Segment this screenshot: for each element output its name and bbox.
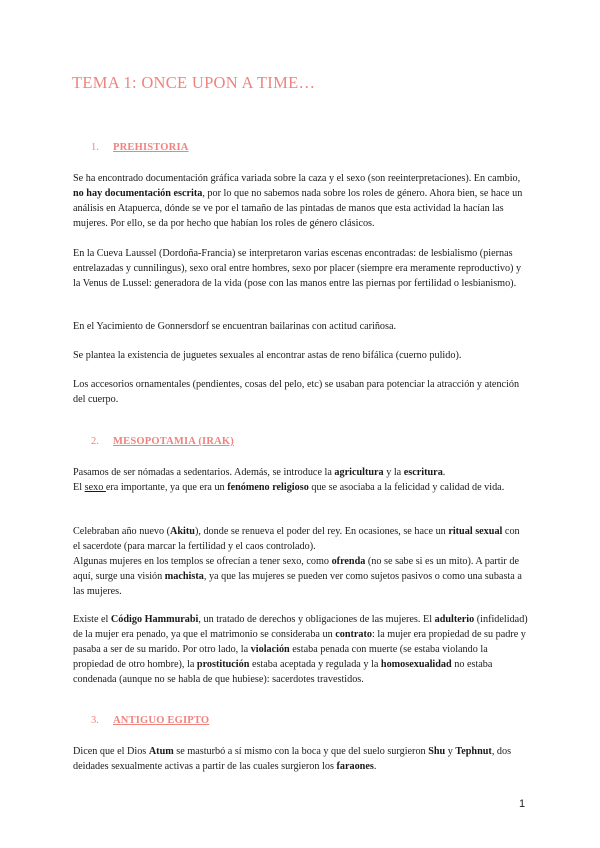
paragraph: En la Cueva Laussel (Dordoña-Francia) se interpretaron varias escenas encontradas: de lesbialismo (piernas entrelazadas y cunnilingus), sexo oral entre hombres, sexo por placer (siempre era meramente reproductivo) y la Venus de Lussel: generadora de la vida (pose con las manos entre las piernas por fertilidad o lesbianismo). [73, 248, 522, 289]
section-number: 3. [91, 715, 99, 726]
section-title: PREHISTORIA [113, 142, 189, 153]
paragraph: Se ha encontrado documentación gráfica variada sobre la caza y el sexo (son reeinterpretaciones). En cambio, no hay documentación escrita, por lo que no sabemos nada sobre los roles de género. Ahora bien, se hace un análisis en Atapuerca, dónde se ve por el tamaño de las pintadas de manos que esta actividad la hacían las mujeres. Por ello, se da por hecho que habían los roles de género clásicos. [73, 173, 523, 229]
section-number: 2. [91, 436, 99, 447]
section-heading-prehistoria [91, 142, 189, 153]
section-number: 1. [91, 142, 99, 153]
paragraph: Se plantea la existencia de juguetes sexuales al encontrar astas de reno bifálica (cuerno pulido). [73, 350, 462, 361]
page-number: 1 [519, 798, 526, 810]
paragraph: Existe el Código Hammurabi, un tratado de derechos y obligaciones de las mujeres. El adulterio (infidelidad) de la mujer era penado, ya que el matrimonio se consideraba un contrato: la mujer era propiedad de su padre y pasaba a ser de su marido. Por otro lado, la violación estaba penada con muerte (se estaba violando la propiedad de otro hombre), la prostitución estaba aceptada y regulada y la homosexualidad no estaba condenada (aunque no se habla de que hubiese): sacerdotes travestidos. [73, 614, 528, 685]
section-heading-egipto [91, 715, 209, 726]
paragraph: Celebraban año nuevo (Akitu), donde se renueva el poder del rey. En ocasiones, se hace un ritual sexual con el sacerdote (para marcar la fertilidad y el caos controlado). Algunas mujeres en los templos se ofrecían a tener sexo, como ofrenda (no se sabe si es un mito). A partir de aquí, surge una visión machista, ya que las mujeres se pueden ver como sujetos pasivos o como una subasta a las mujeres. [73, 526, 522, 597]
document-title: TEMA 1: ONCE UPON A TIME… [72, 73, 316, 92]
paragraph: Pasamos de ser nómadas a sedentarios. Además, se introduce la agricultura y la escritura. El sexo era importante, ya que era un fenómeno religioso que se asociaba a la felicidad y calidad de vida. [73, 467, 505, 493]
paragraph: Dicen que el Dios Atum se masturbó a sí mismo con la boca y que del suelo surgieron Shu y Tephnut, dos deidades sexualmente activas a partir de las cuales surgieron los faraones. [73, 746, 512, 772]
paragraph: En el Yacimiento de Gonnersdorf se encuentran bailarinas con actitud cariñosa. [73, 321, 397, 332]
paragraph: Los accesorios ornamentales (pendientes, cosas del pelo, etc) se usaban para potenciar la atracción y atención del cuerpo. [73, 379, 520, 405]
section-heading-mesopotamia [91, 436, 234, 447]
section-title: MESOPOTAMIA (IRAK) [113, 436, 234, 447]
section-title: ANTIGUO EGIPTO [113, 715, 210, 726]
